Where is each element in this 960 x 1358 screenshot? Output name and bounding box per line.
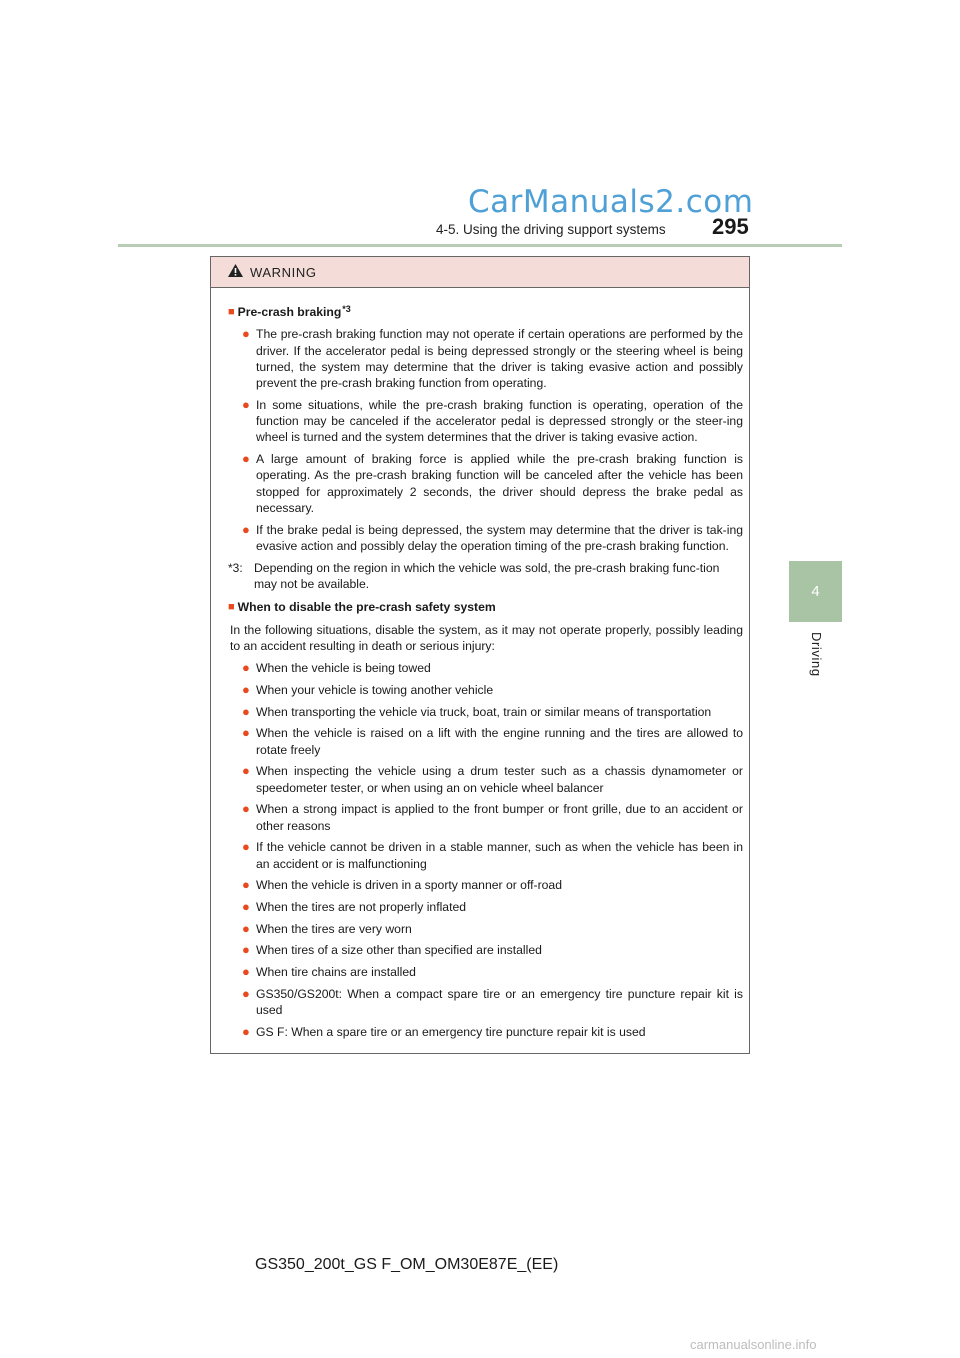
bullet-item <box>242 763 743 796</box>
bullet-item <box>242 986 743 1019</box>
bullet-item <box>242 801 743 834</box>
bullet-text: When tire chains are installed <box>256 964 416 979</box>
bullet-dot-icon: ● <box>242 963 250 979</box>
bullet-dot-icon: ● <box>242 725 250 741</box>
bullet-text: When the tires are not properly inflated <box>256 899 467 914</box>
chapter-tab <box>789 561 842 622</box>
bullet-item <box>242 725 743 758</box>
bullet-item <box>242 877 743 893</box>
bullet-dot-icon: ● <box>242 681 250 697</box>
footer-code: GS350_200t_GS F_OM_OM30E87E_(EE) <box>255 1256 559 1273</box>
bullet-text: When transporting the vehicle via truck, boat, train or similar means of transportation <box>256 704 712 719</box>
bullet-dot-icon: ● <box>242 839 250 855</box>
bullet-dot-icon: ● <box>242 326 250 342</box>
bullet-text: If the vehicle cannot be driven in a stable manner, such as when the vehicle has been in an accident or is malfunctioning <box>256 840 743 871</box>
bullet-text: When the vehicle is raised on a lift with the engine running and the tires are allowed to rotate freely <box>256 726 743 757</box>
warning-header <box>211 257 749 288</box>
bullet-item <box>242 326 743 391</box>
watermark-bottom: carmanualsonline.info <box>690 1337 817 1352</box>
bullet-dot-icon: ● <box>242 396 250 412</box>
bullet-text: When the tires are very worn <box>256 921 412 936</box>
header-section-title: 4-5. Using the driving support systems <box>436 222 666 237</box>
bullet-dot-icon: ● <box>242 801 250 817</box>
chapter-number: 4 <box>811 583 820 600</box>
section-pre-crash-braking-title: ■ Pre-crash braking *3 <box>228 304 743 320</box>
bullet-text: The pre-crash braking function may not operate if certain operations are performed by the driver. If the accelerator pedal is being depressed strongly or the steering wheel is being turned, the system may determine that the driver is taking evasive action and possibly prevent the pre-crash braking function from operating. <box>256 327 743 391</box>
bullet-item <box>242 682 743 698</box>
bullet-text: A large amount of braking force is applied while the pre-crash braking function is operating. As the pre-crash braking function will be canceled after the vehicle has been stopped for approximately 2 seconds, the driver should depress the brake pedal as necessary. <box>256 452 743 516</box>
page-number: 295 <box>712 214 749 239</box>
bullet-text: When the vehicle is being towed <box>256 661 431 676</box>
bullet-dot-icon: ● <box>242 985 250 1001</box>
footnote <box>228 560 743 593</box>
footnote-mark: *3: <box>228 560 243 575</box>
bullet-item <box>242 704 743 720</box>
bullet-text: When tires of a size other than specified are installed <box>256 943 542 958</box>
bullet-dot-icon: ● <box>242 763 250 779</box>
bullet-dot-icon: ● <box>242 703 250 719</box>
section-disable-title: ■ When to disable the pre-crash safety system <box>228 600 496 615</box>
chapter-label: Driving <box>809 632 824 677</box>
bullet-item <box>242 1024 743 1040</box>
bullet-dot-icon: ● <box>242 451 250 467</box>
footnote-text: Depending on the region in which the vehicle was sold, the pre-crash braking func-tion may not be available. <box>254 560 720 592</box>
bullet-text: When a strong impact is applied to the front bumper or front grille, due to an accident or other reasons <box>256 802 743 833</box>
bullet-item <box>242 839 743 872</box>
bullet-item <box>242 942 743 958</box>
section-disable-bullets <box>228 660 743 1040</box>
bullet-dot-icon: ● <box>242 877 250 893</box>
square-bullet-icon: ■ <box>228 306 235 318</box>
bullet-text: When inspecting the vehicle using a drum tester such as a chassis dynamometer or speedometer tester, or when using an on vehicle wheel balancer <box>256 764 743 795</box>
warning-box <box>210 256 750 1054</box>
bullet-item <box>242 964 743 980</box>
bullet-item <box>242 397 743 446</box>
bullet-text: GS350/GS200t: When a compact spare tire or an emergency tire puncture repair kit is used <box>256 986 743 1017</box>
bullet-text: GS F: When a spare tire or an emergency tire puncture repair kit is used <box>256 1024 646 1039</box>
warning-title: WARNING <box>250 264 317 280</box>
bullet-text: When the vehicle is driven in a sporty manner or off-road <box>256 878 562 893</box>
footnote-ref: *3 <box>342 304 351 314</box>
bullet-item <box>242 522 743 555</box>
bullet-dot-icon: ● <box>242 1023 250 1039</box>
section-pre-crash-braking-bullets <box>228 326 743 554</box>
square-bullet-icon: ■ <box>228 601 235 614</box>
bullet-text: If the brake pedal is being depressed, the system may determine that the driver is tak-ing evasive action and possibly delay the operation timing of the pre-crash braking function. <box>256 522 743 554</box>
bullet-text: In some situations, while the pre-crash braking function is operating, operation of the function may be canceled if the accelerator pedal is depressed strongly or the steer-ing wheel is turned and the system determines that the driver is taking evasive action. <box>256 397 743 445</box>
watermark-top: CarManuals2.com <box>468 184 754 220</box>
warning-triangle-icon <box>227 263 244 281</box>
header-rule <box>118 244 842 247</box>
bullet-dot-icon: ● <box>242 521 250 537</box>
bullet-item <box>242 899 743 915</box>
warning-body <box>211 288 749 1040</box>
bullet-dot-icon: ● <box>242 660 250 676</box>
bullet-text: When your vehicle is towing another vehicle <box>256 682 494 697</box>
bullet-dot-icon: ● <box>242 942 250 958</box>
bullet-dot-icon: ● <box>242 920 250 936</box>
section-disable-intro: In the following situations, disable the system, as it may not operate properly, possibly leading to an accident resulting in death or serious injury: <box>230 622 743 653</box>
bullet-dot-icon: ● <box>242 898 250 914</box>
bullet-item <box>242 451 743 516</box>
bullet-item <box>242 660 743 676</box>
bullet-item <box>242 921 743 937</box>
